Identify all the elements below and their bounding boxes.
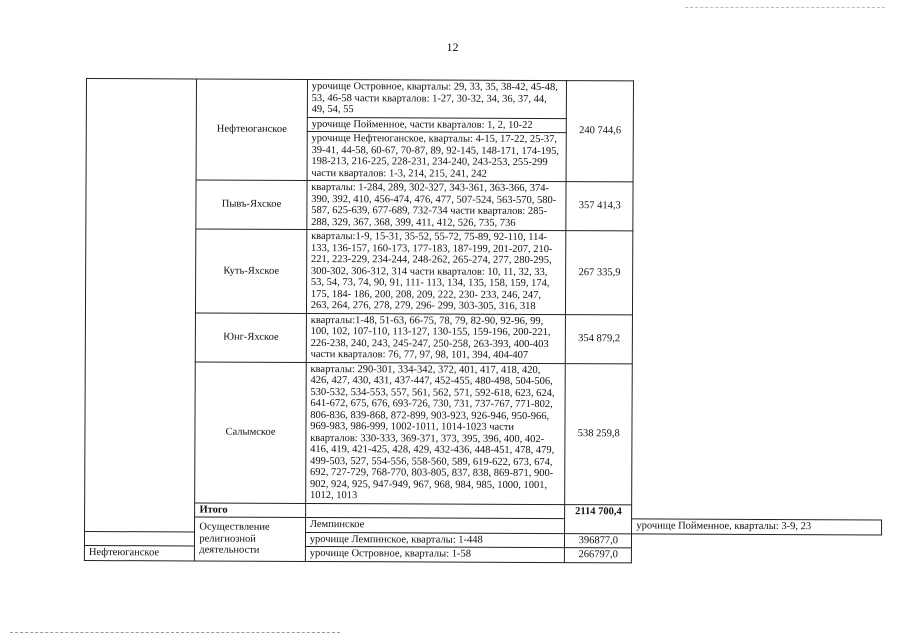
- area-value: 538 259,8: [565, 363, 633, 504]
- table-row: [85, 312, 882, 364]
- table-row: [86, 79, 883, 120]
- quarters-text: кварталы:1-9, 15-31, 35-52, 55-72, 75-89, 92-110, 114-133, 136-157, 160-173, 177-183, 187-199, 201-207, 210-221, 223-229, 234-244, 248-262, 265-274, 277, 280-295, 300-302, 306-312, 314 части кварталов: 10, 11, 32, 33, 53, 54, 73, 74, 90, 91, 111- 113, 134, 135, 158, 159, 174, 175, 184- 186, 200, 208, 209, 222, 230- 233, 246, 247, 263, 264, 276, 278, 279, 296- 299, 303-305, 316, 318: [306, 229, 566, 314]
- quarters-text: урочище Пойменное, кварталы: 3-9, 23: [632, 519, 882, 535]
- forest-quarters-table: [84, 78, 884, 564]
- district-name: Лемпинское: [305, 517, 565, 533]
- quarters-text: кварталы: 290-301, 334-342, 372, 401, 417, 418, 420, 426, 427, 430, 431, 437-447, 452-455, 480-498, 504-506, 530-532, 534-553, 557, 561, 562, 571, 592-618, 623, 624, 641-672, 675, 676, 693-726, 730, 731, 737-767, 771-802, 806-836, 839-868, 872-899, 903-923, 926-946, 950-966, 969-983, 986-999, 1002-1011, 1014-1023 части кварталов: 330-333, 369-371, 373, 395, 396, 400, 402-416, 419, 421-425, 428, 429, 432-436, 448-451, 478, 479, 499-503, 527, 554-556, 558-560, 589, 619-622, 673, 674, 692, 727-729, 768-770, 803-805, 837, 838, 869-871, 900-902, 924, 925, 947-949, 967, 968, 984, 985, 1000, 1001, 1012, 1013: [305, 362, 565, 504]
- quarters-text: урочище Нефтеюганское, кварталы: 4-15, 17-22, 25-37, 39-41, 44-58, 60-67, 70-87, 89, 92-145, 148-171, 174-195, 198-213, 216-225, 228-231, 234-240, 243-253, 255-299 части кварталов: 1-3, 214, 215, 241, 242: [307, 131, 567, 181]
- district-name: Нефтеюганское: [84, 545, 194, 560]
- total-value: 2114 700,4: [565, 504, 632, 533]
- table-row: [85, 361, 883, 505]
- activity-name: Осуществление религиозной деятельности: [195, 517, 306, 561]
- quarters-text: урочище Островное, кварталы: 1-58: [305, 546, 565, 562]
- area-value: 267 335,9: [566, 231, 633, 315]
- area-value: 396877,0: [565, 533, 632, 548]
- top-scan-line: [685, 7, 885, 8]
- bottom-scan-line: [10, 632, 340, 633]
- district-name: Пывъ-Яхское: [196, 180, 307, 229]
- quarters-text: урочище Пойменное, части кварталов: 1, 2, 10-22: [307, 117, 567, 133]
- area-value: 354 879,2: [566, 314, 633, 363]
- activity-cell-empty: [85, 79, 197, 532]
- district-name: Нефтеюганское: [196, 79, 307, 180]
- district-name: Салымское: [195, 361, 306, 502]
- quarters-text: урочище Островное, кварталы: 29, 33, 35, 38-42, 45-48, 53, 46-58 части кварталов: 1-27, 30-32, 34, 36, 37, 44, 49, 54, 55: [307, 79, 567, 118]
- district-name: Куть-Яхское: [196, 229, 307, 313]
- table-row: [85, 229, 882, 316]
- quarters-text: кварталы:1-48, 51-63, 66-75, 78, 79, 82-90, 92-96, 99, 100, 102, 107-110, 113-127, 130-155, 159-196, 200-221, 226-238, 240, 243, 245-247, 250-258, 263-393, 400-403 части кварталов: 76, 77, 97, 98, 101, 394, 404-407: [306, 313, 566, 363]
- quarters-text: урочище Лемпинское, кварталы: 1-448: [305, 532, 565, 548]
- district-name: Юнг-Яхское: [196, 312, 307, 361]
- area-value: 240 744,6: [566, 81, 633, 182]
- district-cell-empty: [84, 531, 194, 546]
- area-value: 266797,0: [565, 548, 632, 563]
- area-value: 357 414,3: [566, 182, 633, 231]
- total-label: Итого: [195, 502, 305, 517]
- total-empty-cell: [305, 503, 565, 519]
- page-number: 12: [446, 40, 459, 54]
- quarters-text: кварталы: 1-284, 289, 302-327, 343-361, 363-366, 374-390, 392, 410, 456-474, 476, 477, 507-524, 563-570, 580-587, 625-639, 677-689, 732-734 части кварталов: 285- 288, 329, 367, 368, 399, 411, 412, 526, 735, 736: [307, 180, 567, 230]
- table-row: [86, 180, 883, 232]
